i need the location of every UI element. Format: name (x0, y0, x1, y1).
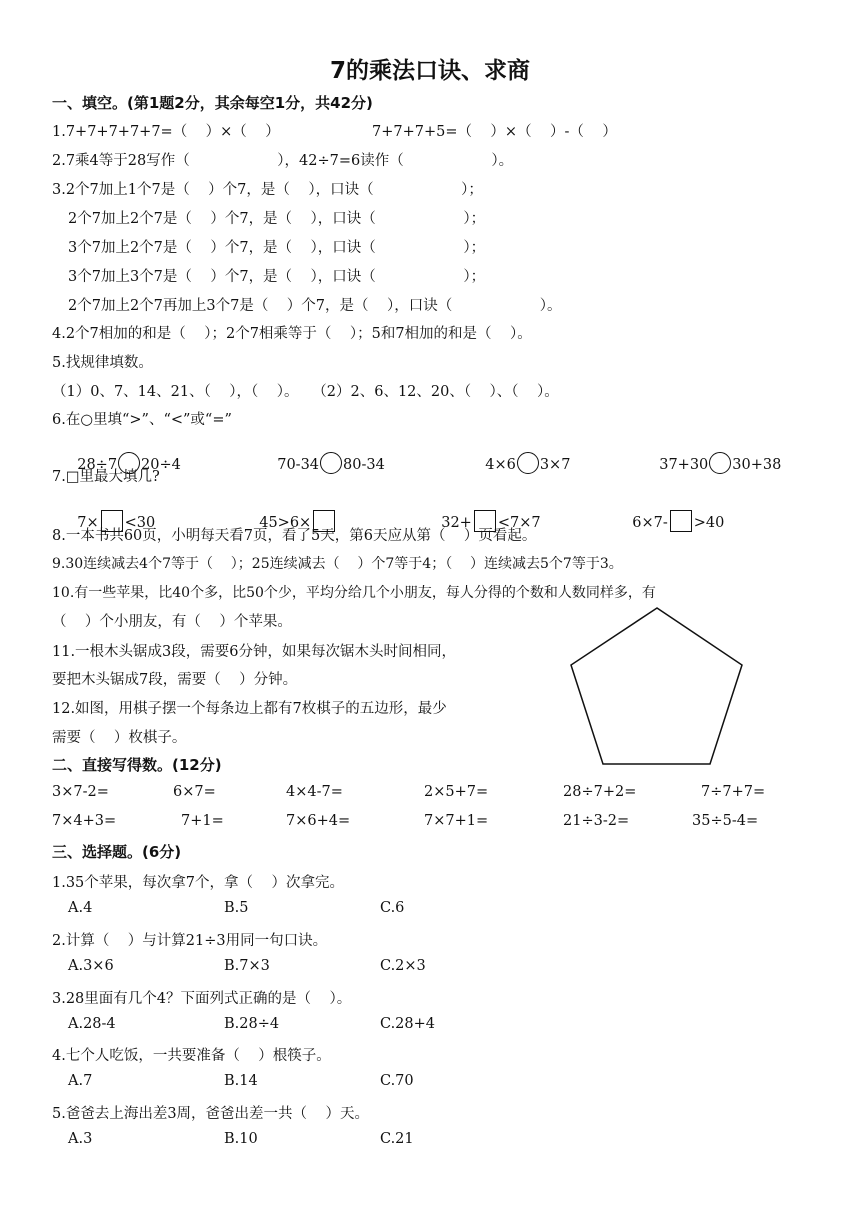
q3-line-3: 3个7加上2个7是（ ）个7，是（ ），口诀（ ）； (68, 240, 486, 256)
q9: 9.30连续减去4个7等于（ ）；25连续减去（ ）个7等于4；（ ）连续减去5个7等于3。 (52, 556, 623, 572)
q3-line-1: 3.2个7加上1个7是（ ）个7，是（ ），口诀（ ）； (52, 182, 483, 198)
expr-pre: 6×7- (632, 515, 668, 531)
q1-part-b: 7+7+7+5=（ ）×（ ）-（ ） (372, 124, 617, 140)
expr-post: <7×7 (497, 515, 541, 531)
choice-question: 3.28里面有几个4？下面列式正确的是（ ）。 (52, 991, 352, 1007)
calc-item: 21÷3-2= (563, 813, 630, 829)
q3-line-2: 2个7加上2个7是（ ）个7，是（ ），口诀（ ）； (68, 211, 486, 227)
calc-item: 7÷7+7= (701, 784, 766, 800)
compare-right: 30+38 (732, 457, 782, 473)
calc-item: 3×7-2= (52, 784, 109, 800)
choice-option[interactable]: B.28÷4 (224, 1016, 280, 1032)
answer-circle[interactable] (709, 452, 731, 474)
section-2-heading: 二、直接写得数。(12分) (52, 756, 222, 774)
calc-item: 2×5+7= (424, 784, 489, 800)
choice-option[interactable]: C.21 (380, 1131, 414, 1147)
compare-right: 80-34 (343, 457, 385, 473)
choice-option[interactable]: B.5 (224, 900, 249, 916)
expr-post: <30 (124, 515, 156, 531)
compare-item (650, 436, 781, 474)
q3-line-5: 2个7加上2个7再加上3个7是（ ）个7，是（ ），口诀（ ）。 (68, 298, 562, 314)
q10-line-2: （ ）个小朋友，有（ ）个苹果。 (52, 614, 292, 630)
answer-circle[interactable] (320, 452, 342, 474)
q1-part-a: 1.7+7+7+7+7=（ ）×（ ） (52, 124, 280, 140)
expr-pre: 45>6× (259, 515, 312, 531)
calc-item: 7+1= (181, 813, 224, 829)
choice-option[interactable]: A.3×6 (68, 958, 114, 974)
compare-left: 70-34 (277, 457, 320, 473)
page-title: 7的乘法口诀、求商 (329, 58, 530, 84)
choice-option[interactable]: C.6 (380, 900, 405, 916)
calc-item: 6×7= (173, 784, 216, 800)
calc-item: 7×6+4= (286, 813, 351, 829)
q11-line-2: 要把木头锯成7段，需要（ ）分钟。 (52, 672, 298, 688)
calc-item: 28÷7+2= (563, 784, 637, 800)
calc-item: 35÷5-4= (692, 813, 759, 829)
q12-line-2: 需要（ ）枚棋子。 (52, 730, 187, 746)
q7: 7.□里最大填几? (52, 469, 160, 485)
choice-question: 2.计算（ ）与计算21÷3用同一句口诀。 (52, 933, 328, 949)
choice-question: 5.爸爸去上海出差3周，爸爸出差一共（ ）天。 (52, 1106, 369, 1122)
pentagon-figure (566, 604, 748, 768)
compare-item (268, 436, 385, 474)
choice-option[interactable]: C.2×3 (380, 958, 426, 974)
compare-left: 4×6 (485, 457, 516, 473)
calc-item: 7×7+1= (424, 813, 489, 829)
choice-option[interactable]: A.3 (68, 1131, 93, 1147)
answer-circle[interactable] (517, 452, 539, 474)
choice-option[interactable]: A.7 (68, 1073, 93, 1089)
q11-line-1: 11.一根木头锯成3段，需要6分钟，如果每次锯木头时间相同， (52, 644, 457, 660)
section-3-heading: 三、选择题。(6分) (52, 843, 182, 861)
q8: 8.一本书共60页，小明每天看7页，看了5天，第6天应从第（ ）页看起。 (52, 528, 537, 544)
expr-post: >40 (693, 515, 725, 531)
q12-line-1: 12.如图，用棋子摆一个每条边上都有7枚棋子的五边形，最少 (52, 701, 447, 717)
choice-option[interactable]: A.28-4 (68, 1016, 116, 1032)
q6: 6.在○里填“>”、“<”或“=” (52, 412, 232, 428)
compare-left: 37+30 (659, 457, 709, 473)
choice-option[interactable]: B.14 (224, 1073, 258, 1089)
expr-pre: 32+ (441, 515, 472, 531)
compare-right: 20÷4 (141, 457, 181, 473)
q5: 5.找规律填数。 (52, 355, 153, 371)
answer-box[interactable] (670, 510, 692, 532)
section-1-heading: 一、填空。(第1题2分，其余每空1分，共42分) (52, 94, 373, 112)
q10-line-1: 10.有一些苹果，比40个多，比50个少，平均分给几个小朋友，每人分得的个数和人数同样多，有 (52, 585, 656, 601)
compare-right: 3×7 (539, 457, 571, 473)
choice-question: 4.七个人吃饭，一共要准备（ ）根筷子。 (52, 1048, 331, 1064)
calc-item: 7×4+3= (52, 813, 117, 829)
compare-left: 28÷7 (77, 457, 118, 473)
q5-sequences: （1）0、7、14、21、（ ），（ ）。 （2）2、6、12、20、（ ）、（ ）。 (52, 384, 559, 400)
expr-pre: 7× (77, 515, 99, 531)
choice-option[interactable]: B.7×3 (224, 958, 270, 974)
max-fill-item (623, 494, 724, 532)
q3-line-4: 3个7加上3个7是（ ）个7，是（ ），口诀（ ）； (68, 269, 486, 285)
choice-option[interactable]: B.10 (224, 1131, 258, 1147)
calc-item: 4×4-7= (286, 784, 343, 800)
q2: 2.7乘4等于28写作（ ），42÷7=6读作（ ）。 (52, 153, 514, 169)
choice-option[interactable]: C.28+4 (380, 1016, 436, 1032)
choice-option[interactable]: A.4 (68, 900, 93, 916)
q4: 4.2个7相加的和是（ ）；2个7相乘等于（ ）；5和7相加的和是（ ）。 (52, 326, 532, 342)
choice-question: 1.35个苹果，每次拿7个，拿（ ）次拿完。 (52, 875, 344, 891)
compare-item (476, 436, 570, 474)
choice-option[interactable]: C.70 (380, 1073, 414, 1089)
